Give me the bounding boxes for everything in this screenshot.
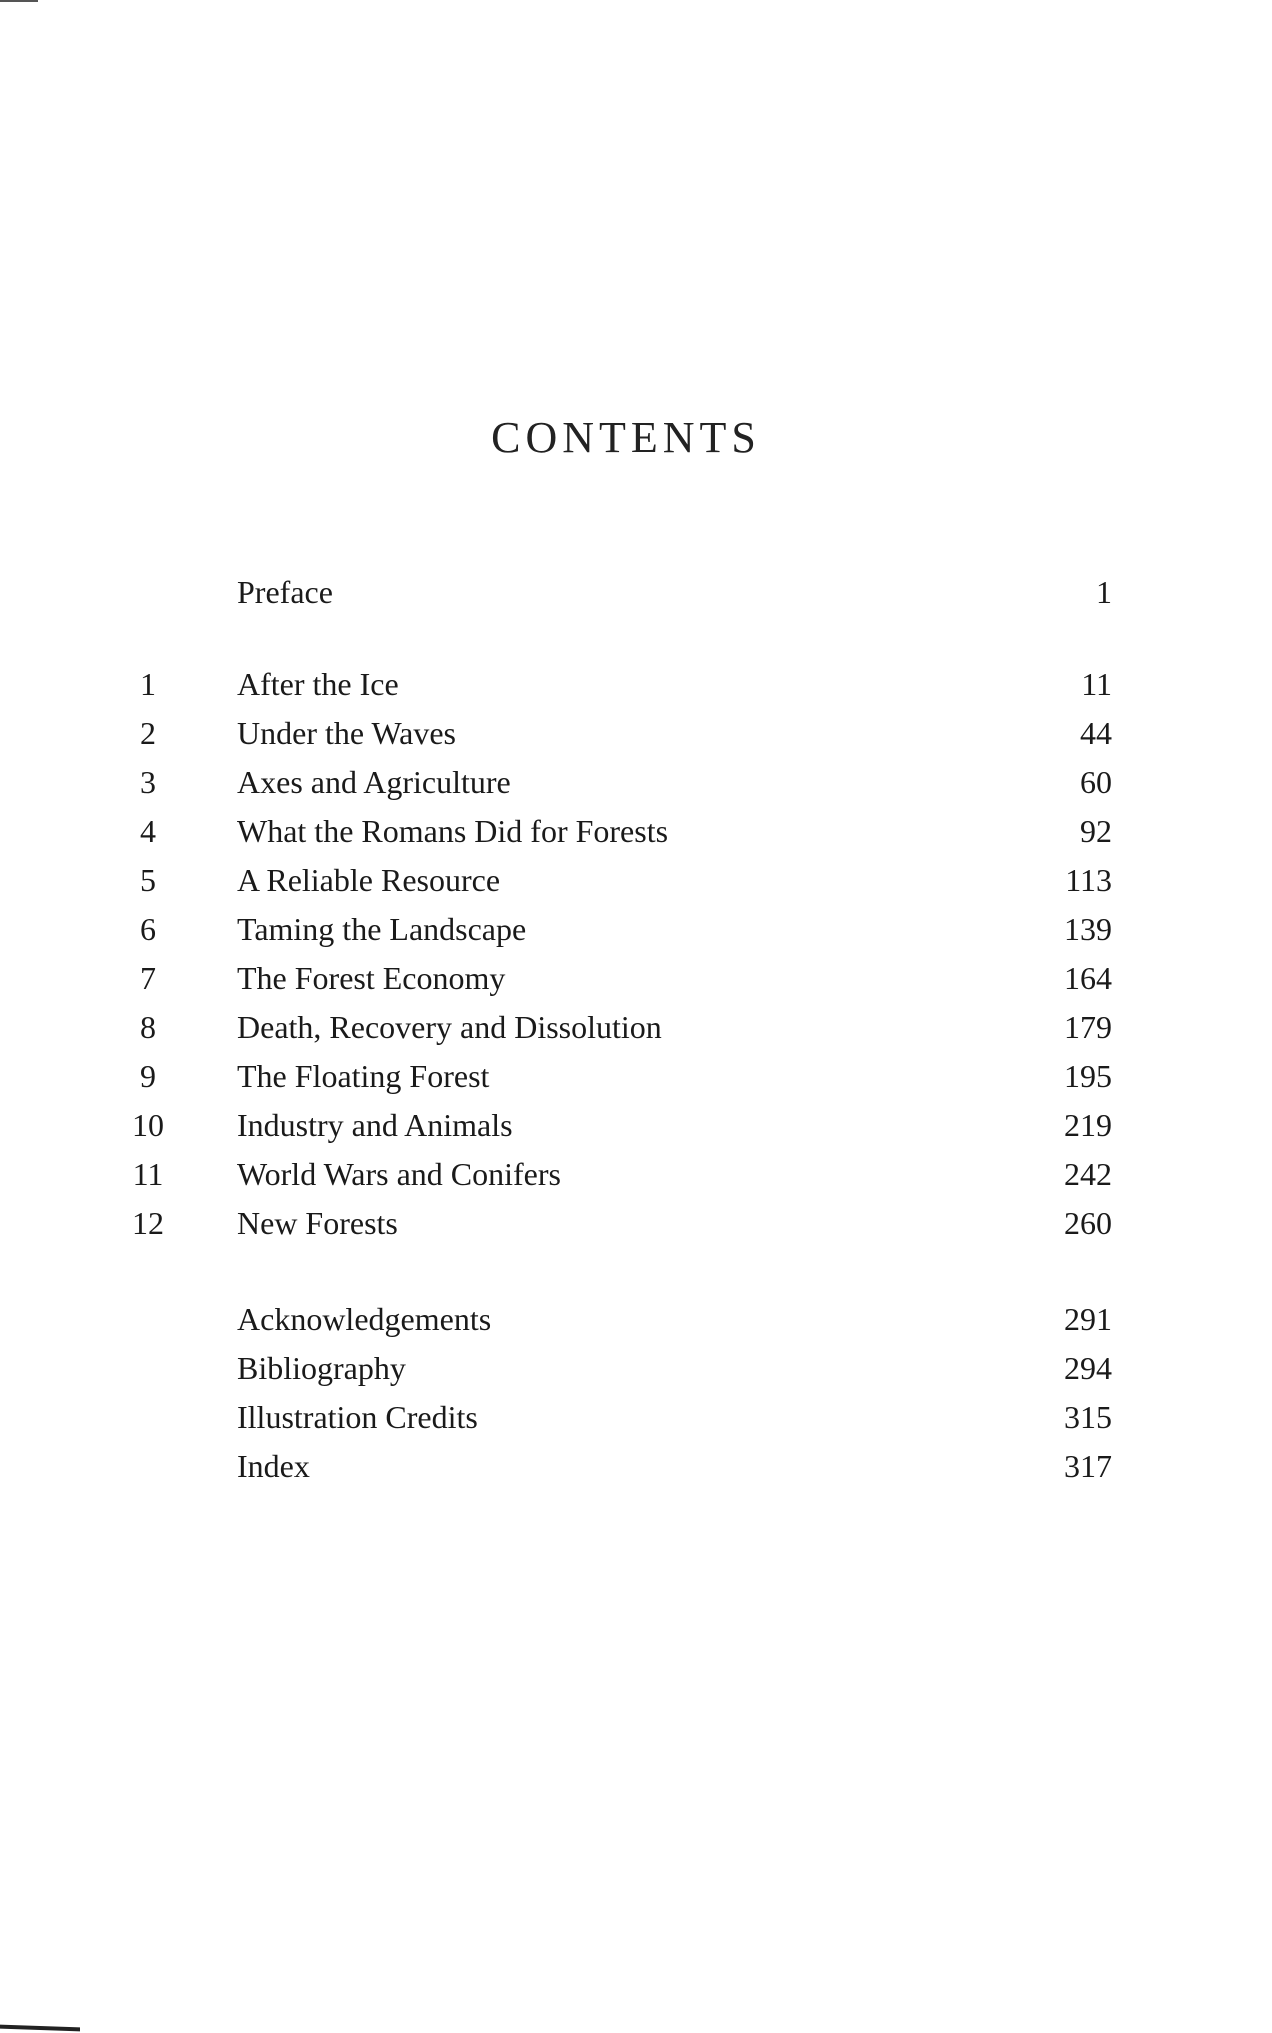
toc-chapter-3[interactable] [0,760,1272,804]
toc-entry-acknowledgements[interactable] [0,1297,1272,1341]
chapter-title: Industry and Animals [237,1107,513,1143]
chapter-number: 7 [140,960,156,996]
chapter-page: 195 [1064,1058,1112,1094]
toc-chapter-5[interactable] [0,858,1272,902]
toc-chapter-1[interactable] [0,662,1272,706]
scan-edge-bottom [0,2025,80,2032]
toc-entry-page: 315 [1064,1399,1112,1435]
chapter-page: 179 [1064,1009,1112,1045]
page-title: CONTENTS [491,413,761,462]
toc-chapter-7[interactable] [0,956,1272,1000]
chapter-number: 5 [140,862,156,898]
toc-chapter-2[interactable] [0,711,1272,755]
chapter-title: Taming the Landscape [237,911,527,947]
chapter-page: 139 [1064,911,1112,947]
toc-chapter-9[interactable] [0,1054,1272,1098]
chapter-title: A Reliable Resource [237,862,501,898]
chapter-number: 3 [140,764,156,800]
toc-entry-illustration-credits[interactable] [0,1395,1272,1439]
toc-chapter-4[interactable] [0,809,1272,853]
chapter-page: 219 [1064,1107,1112,1143]
chapter-number: 4 [140,813,156,849]
chapter-title: After the Ice [237,666,399,702]
chapter-page: 11 [1081,666,1112,702]
chapter-page: 242 [1064,1156,1112,1192]
chapter-title: The Floating Forest [237,1058,490,1094]
chapter-title: Death, Recovery and Dissolution [237,1009,662,1045]
chapter-number: 10 [132,1107,164,1143]
chapter-title: New Forests [237,1205,398,1241]
chapter-title: World Wars and Conifers [237,1156,561,1192]
toc-entry-page: 1 [1096,574,1112,610]
toc-chapter-8[interactable] [0,1005,1272,1049]
chapter-title: What the Romans Did for Forests [237,813,669,849]
toc-entry-label: Bibliography [237,1350,406,1386]
toc-chapter-10[interactable] [0,1103,1272,1147]
chapter-number: 6 [140,911,156,947]
toc-chapter-12[interactable] [0,1201,1272,1245]
toc-entry-label: Acknowledgements [237,1301,492,1337]
scan-edge-top [0,0,38,2]
toc-chapter-11[interactable] [0,1152,1272,1196]
toc-entry-page: 317 [1064,1448,1112,1484]
chapter-page: 113 [1065,862,1112,898]
toc-entry-label: Illustration Credits [237,1399,478,1435]
chapter-number: 12 [132,1205,164,1241]
chapter-page: 92 [1080,813,1112,849]
chapter-page: 44 [1080,715,1112,751]
toc-entry-index[interactable] [0,1444,1272,1488]
toc-entry-page: 294 [1064,1350,1112,1386]
chapter-number: 9 [140,1058,156,1094]
toc-entry-label: Index [237,1448,310,1484]
toc-entry-bibliography[interactable] [0,1346,1272,1390]
chapter-title: Under the Waves [237,715,456,751]
chapter-title: The Forest Economy [237,960,506,996]
toc-entry-page: 291 [1064,1301,1112,1337]
chapter-number: 1 [140,666,156,702]
chapter-number: 11 [132,1156,164,1192]
chapter-page: 260 [1064,1205,1112,1241]
chapter-number: 2 [140,715,156,751]
chapter-page: 164 [1064,960,1112,996]
chapter-number: 8 [140,1009,156,1045]
toc-entry-label: Preface [237,574,333,610]
toc-entry-preface[interactable] [0,570,1272,614]
chapter-page: 60 [1080,764,1112,800]
chapter-title: Axes and Agriculture [237,764,511,800]
toc-chapter-6[interactable] [0,907,1272,951]
